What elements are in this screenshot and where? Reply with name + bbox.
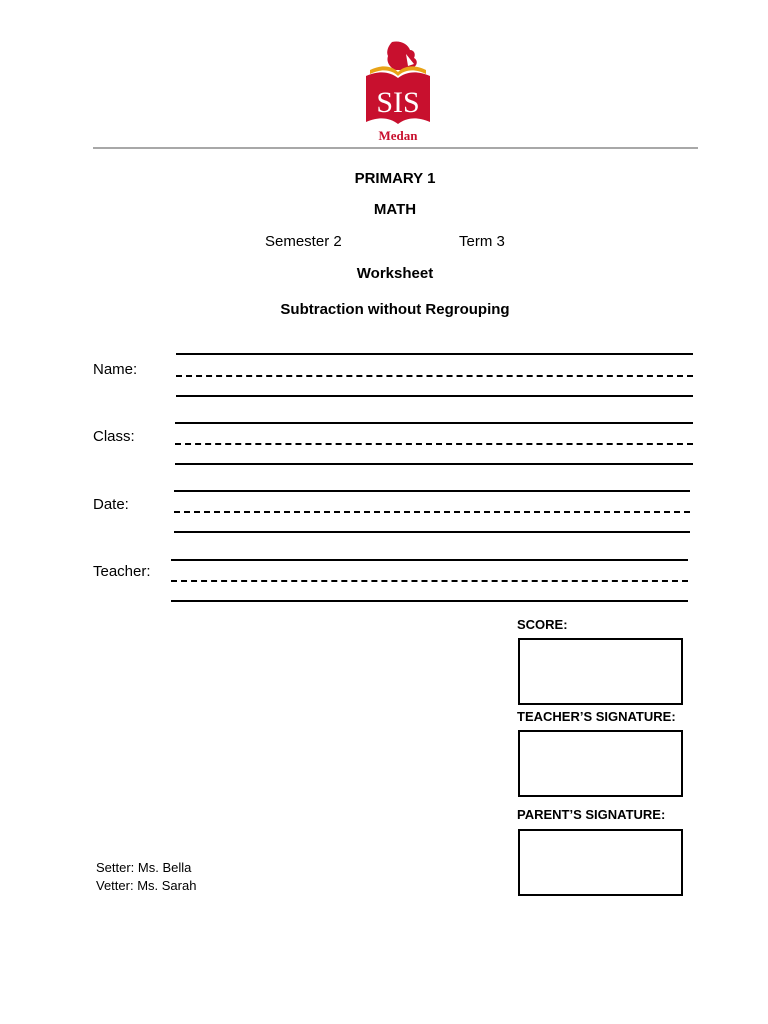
score-box[interactable] — [518, 638, 683, 705]
semester-text: Semester 2 — [265, 233, 342, 250]
teacher-label: Teacher: — [93, 563, 151, 580]
logo-subtext: Medan — [378, 128, 418, 143]
doc-type-title: Worksheet — [356, 265, 434, 282]
class-line-bottom — [175, 463, 693, 465]
name-line-mid[interactable] — [176, 375, 693, 377]
lion-book-logo-icon — [362, 40, 434, 128]
name-line-top — [176, 353, 693, 355]
date-line-bottom — [174, 531, 690, 533]
header-divider — [93, 147, 698, 149]
school-logo — [362, 40, 434, 146]
parent-signature-box[interactable] — [518, 829, 683, 896]
date-label: Date: — [93, 496, 129, 513]
name-line-bottom — [176, 395, 693, 397]
logo-text: SIS — [376, 86, 420, 119]
score-label: SCORE: — [517, 617, 568, 632]
date-line-top — [174, 490, 690, 492]
grade-title: PRIMARY 1 — [354, 170, 436, 187]
teacher-signature-box[interactable] — [518, 730, 683, 797]
setter-text: Setter: Ms. Bella — [96, 860, 192, 875]
teacher-line-mid[interactable] — [171, 580, 688, 582]
class-line-mid[interactable] — [175, 443, 693, 445]
teacher-line-top — [171, 559, 688, 561]
class-line-top — [175, 422, 693, 424]
date-line-mid[interactable] — [174, 511, 690, 513]
term-text: Term 3 — [459, 233, 505, 250]
class-label: Class: — [93, 428, 135, 445]
vetter-text: Vetter: Ms. Sarah — [96, 878, 197, 893]
name-label: Name: — [93, 361, 138, 378]
subject-title: MATH — [373, 201, 417, 218]
teacher-line-bottom — [171, 600, 688, 602]
topic-title: Subtraction without Regrouping — [280, 301, 510, 318]
parent-signature-label: PARENT’S SIGNATURE: — [517, 807, 666, 822]
teacher-signature-label: TEACHER’S SIGNATURE: — [517, 709, 676, 724]
